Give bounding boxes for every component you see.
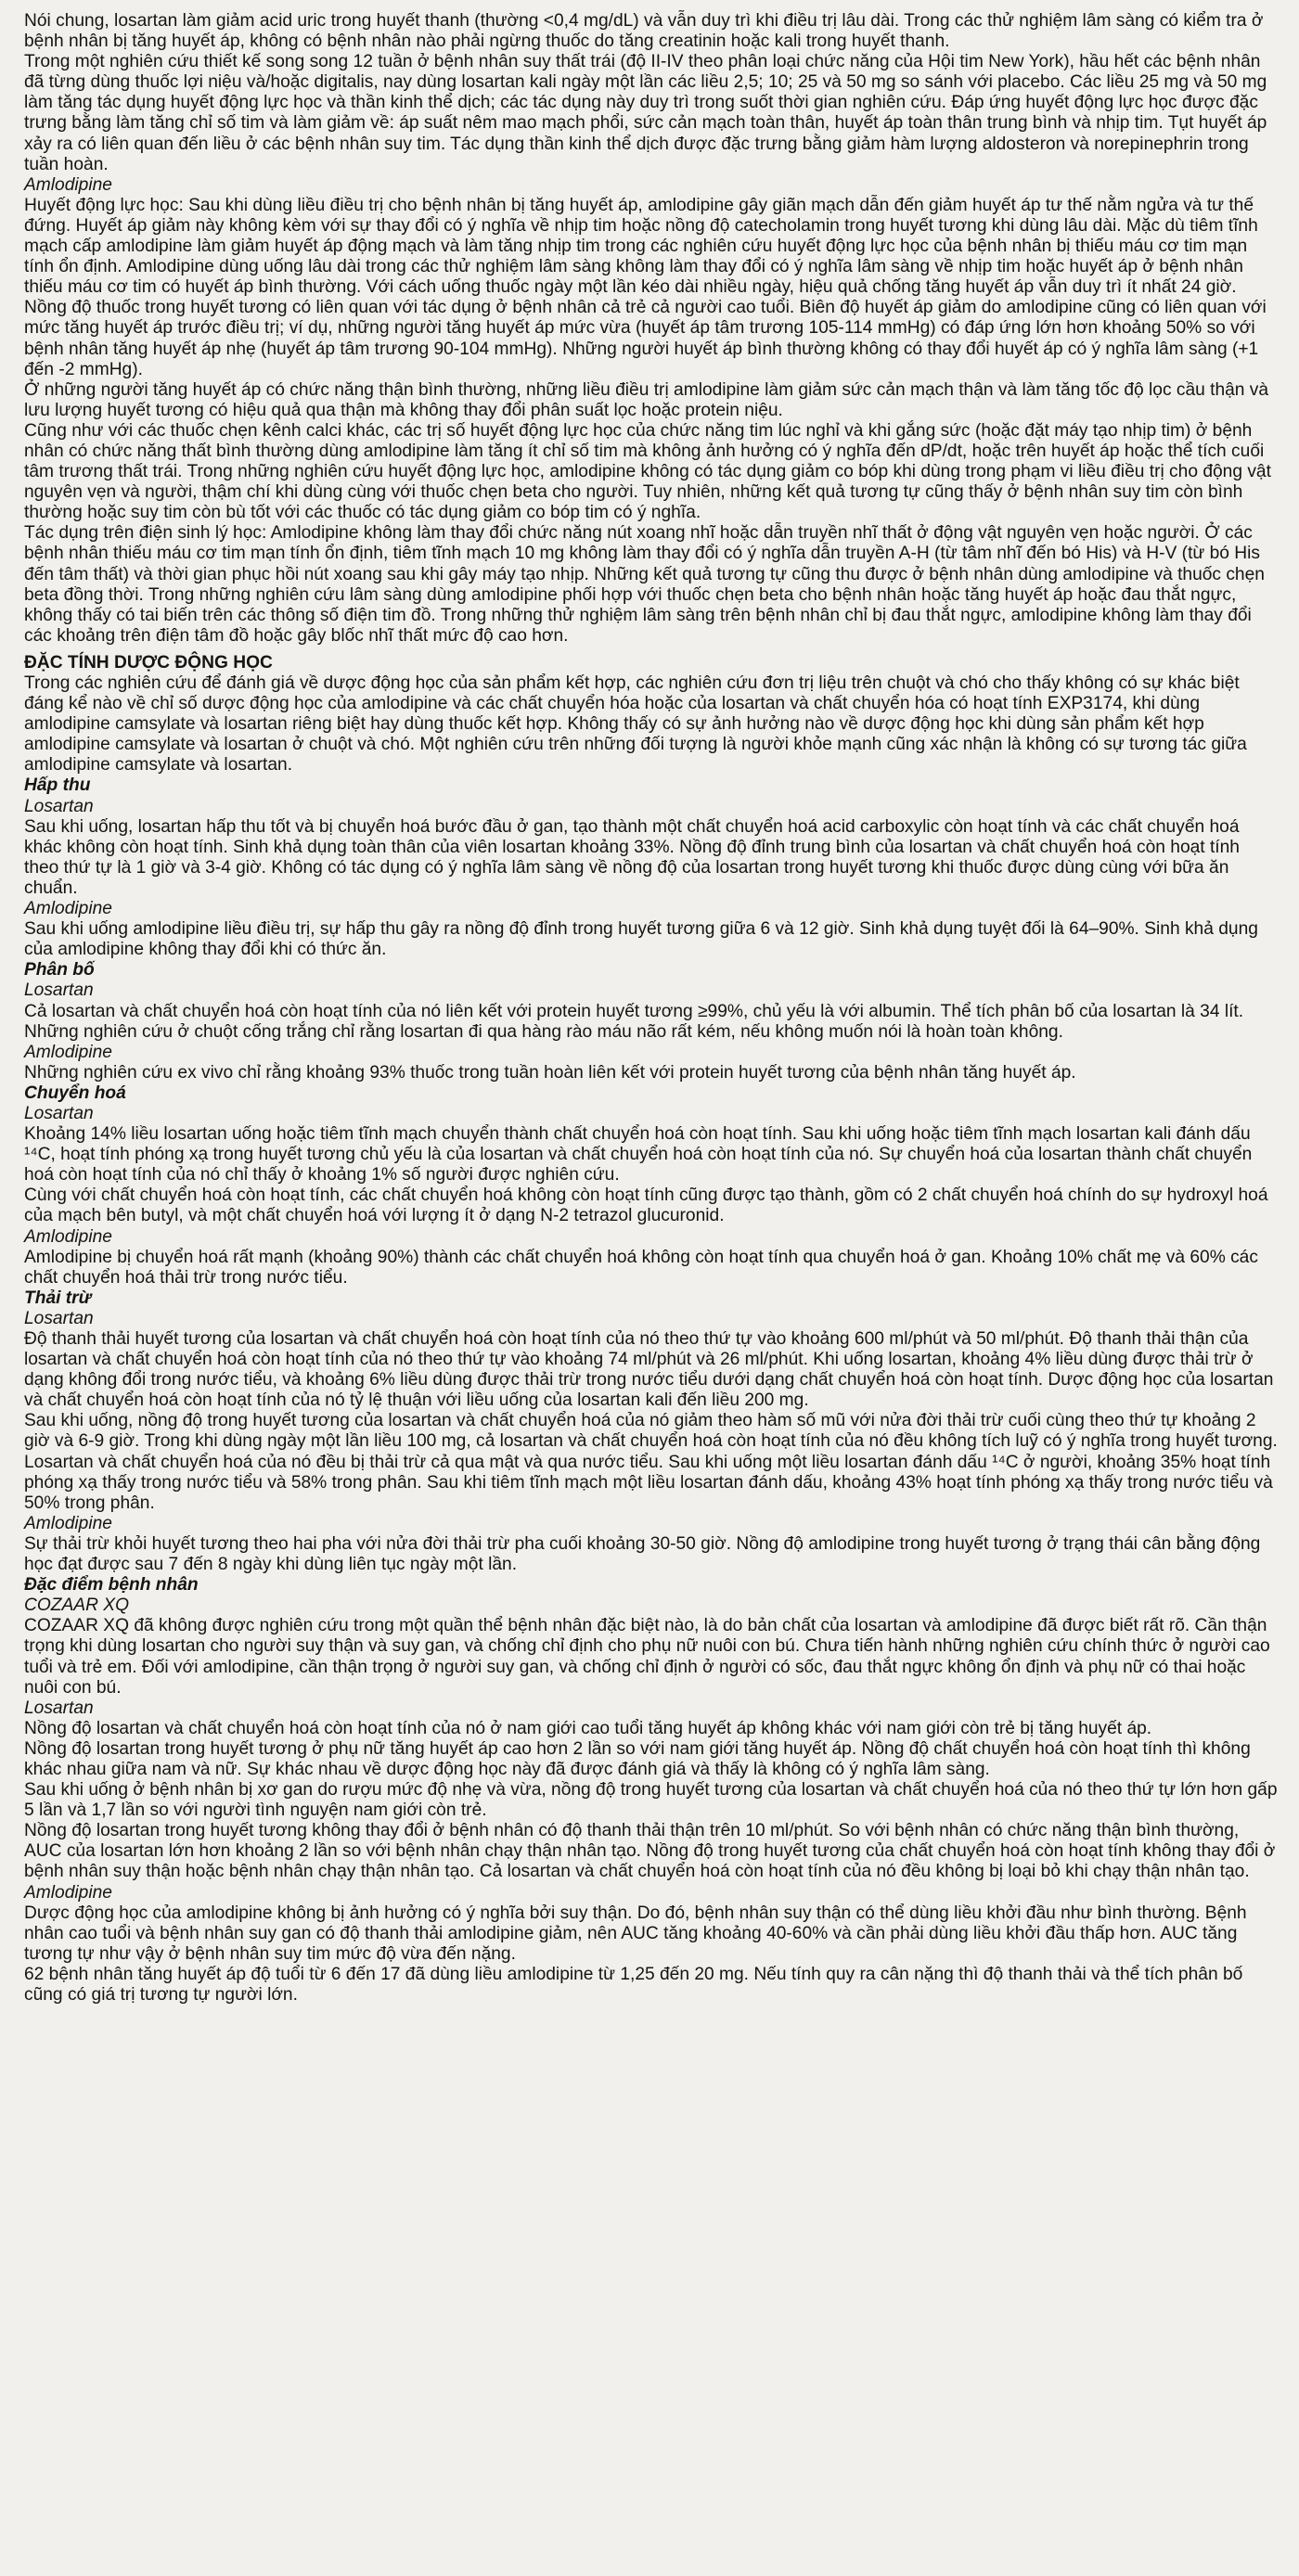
paragraph: Cả losartan và chất chuyển hoá còn hoạt tính của nó liên kết với protein huyết tương ≥99%, chủ yếu là với albumin. Thể tích phân bố của losartan là 34 lít. Những nghiên cứu ở chuột cống trắng chỉ rằng losartan đi qua hàng rào máu não rất kém, nếu không muốn nói là hoàn toàn không. <box>24 1001 1244 1042</box>
paragraph: Dược động học của amlodipine không bị ảnh hưởng có ý nghĩa bởi suy thận. Do đó, bệnh nhân suy thận có thể dùng liều khởi đầu như bình thường. Bệnh nhân cao tuổi và bệnh nhân suy gan có độ thanh thải amlodipine giảm, nên AUC tăng khoảng 40-60% và cần phải dùng liều khởi đầu thấp hơn. AUC tăng tương tự như vậy ở bệnh nhân suy tim mức độ vừa đến nặng. <box>24 1903 1247 1964</box>
paragraph: Ở những người tăng huyết áp có chức năng thận bình thường, những liều điều trị amlodipine làm giảm sức cản mạch thận và làm tăng tốc độ lọc cầu thận và lưu lượng huyết tương có hiệu quả qua thận mà không thay đổi phân suất lọc hoặc protein niệu. <box>24 379 1269 420</box>
paragraph: Sau khi uống ở bệnh nhân bị xơ gan do rượu mức độ nhẹ và vừa, nồng độ trong huyết tương của losartan và chất chuyển hoá của nó theo thứ tự lớn hơn gấp 5 lần và 1,7 lần so với người tình nguyện nam giới còn trẻ. <box>24 1780 1278 1821</box>
drug-subheading: Amlodipine <box>24 899 112 919</box>
section-subheading: Đặc điểm bệnh nhân <box>24 1575 199 1596</box>
paragraph: Huyết động lực học: Sau khi dùng liều điều trị cho bệnh nhân bị tăng huyết áp, amlodipine gây giãn mạch dẫn đến giảm huyết áp tư thế nằm ngửa và tư thế đứng. Huyết áp giảm này không kèm với sự thay đổi có ý nghĩa về nhịp tim hoặc nồng độ catecholamin trong huyết tương khi dùng lâu dài. Mặc dù tiêm tĩnh mạch cấp amlodipine làm giảm huyết áp động mạch và làm tăng nhịp tim trong các nghiên cứu huyết động lực học của bệnh nhân bị thiếu máu cơ tim mạn tính ổn định. Amlodipine dùng uống lâu dài trong các thử nghiệm lâm sàng không làm thay đổi có ý nghĩa lâm sàng về nhịp tim hoặc huyết áp ở bệnh nhân thiếu máu cơ tim có huyết áp bình thường. Với cách uống thuốc ngày một lần kéo dài nhiều ngày, hiệu quả chống tăng huyết áp vẫn duy trì ít nhất 24 giờ. Nồng độ thuốc trong huyết tương có liên quan với tác dụng ở bệnh nhân cả trẻ cả người cao tuổi. Biên độ huyết áp giảm do amlodipine cũng có liên quan với mức tăng huyết áp trước điều trị; ví dụ, những người tăng huyết áp mức vừa (huyết áp tâm trương 105-114 mmHg) có đáp ứng lớn hơn khoảng 50% so với bệnh nhân tăng huyết áp nhẹ (huyết áp tâm trương 90-104 mmHg). Những người huyết áp bình thường không có thay đổi huyết áp có ý nghĩa lâm sàng (+1 đến -2 mmHg). <box>24 195 1267 379</box>
paragraph: Cùng với chất chuyển hoá còn hoạt tính, các chất chuyển hoá không còn hoạt tính cũng được tạo thành, gồm có 2 chất chuyển hoá chính do sự hydroxyl hoá của mạch bên butyl, và một chất chuyển hoá với lượng ít ở dạng N-2 tetrazol glucuronid. <box>24 1185 1268 1226</box>
paragraph: Amlodipine bị chuyển hoá rất mạnh (khoảng 90%) thành các chất chuyển hoá không còn hoạt tính qua chuyển hoá ở gan. Khoảng 10% chất mẹ và 60% các chất chuyển hoá thải trừ trong nước tiểu. <box>24 1247 1258 1288</box>
paragraph: Trong các nghiên cứu để đánh giá về dược động học của sản phẩm kết hợp, các nghiên cứu đơn trị liệu trên chuột và chó cho thấy không có sự khác biệt đáng kể nào về chỉ số dược động học của amlodipine và các chất chuyển hóa hoặc của losartan và chất chuyển hóa có hoạt tính EXP3174, khi dùng amlodipine camsylate và losartan riêng biệt hay dùng thuốc kết hợp. Không thấy có sự ảnh hưởng nào về dược động học khi dùng sản phẩm kết hợp amlodipine camsylate và losartan ở chuột và chó. Một nghiên cứu trên những đối tượng là người khỏe mạnh cũng xác nhận là không có sự tương tác giữa amlodipine camsylate và losartan. <box>24 673 1247 775</box>
paragraph: Nồng độ losartan trong huyết tương ở phụ nữ tăng huyết áp cao hơn 2 lần so với nam giới tăng huyết áp. Nồng độ chất chuyển hoá còn hoạt tính thì không khác nhau giữa nam và nữ. Sự khác nhau về dược động học này đã được đánh giá và thấy là không có ý nghĩa lâm sàng. <box>24 1738 1251 1779</box>
paragraph: Trong một nghiên cứu thiết kế song song 12 tuần ở bệnh nhân suy thất trái (độ II-IV theo phân loại chức năng của Hội tim New York), hầu hết các bệnh nhân đã từng dùng thuốc lợi niệu và/hoặc digitalis, nay dùng losartan kali ngày một lần các liều 2,5; 10; 25 và 50 mg so sánh với placebo. Các liều 25 mg và 50 mg làm tăng tác dụng huyết động lực học và thần kinh thể dịch; các tác dụng này duy trì trong suốt thời gian nghiên cứu. Đáp ứng huyết động lực học được đặc trưng bằng làm tăng chỉ số tim và làm giảm về: áp suất nêm mao mạch phổi, sức cản mạch toàn thân, huyết áp toàn thân trung bình và nhịp tim. Tụt huyết áp xảy ra có liên quan đến liều ở các bệnh nhân suy tim. Tác dụng thần kinh thể dịch được đặc trưng bằng giảm hàm lượng aldosteron và norepinephrin trong tuần hoàn. <box>24 52 1267 174</box>
paragraph: Khoảng 14% liều losartan uống hoặc tiêm tĩnh mạch chuyển thành chất chuyển hoá còn hoạt tính. Sau khi uống hoặc tiêm tĩnh mạch losartan kali đánh dấu ¹⁴C, hoạt tính phóng xạ trong huyết tương chủ yếu là của losartan và chất chuyển hoá còn hoạt tính của nó. Sự chuyển hoá của losartan thành chất chuyển hoá còn hoạt tính của nó chỉ thấy ở khoảng 1% số người được nghiên cứu. <box>24 1124 1253 1185</box>
drug-subheading: Losartan <box>24 1103 94 1123</box>
paragraph: Sau khi uống, losartan hấp thu tốt và bị chuyển hoá bước đầu ở gan, tạo thành một chất chuyển hoá acid carboxylic còn hoạt tính và các chất chuyển hoá khác không còn hoạt tính. Sinh khả dụng toàn thân của viên losartan khoảng 33%. Nồng độ đỉnh trung bình của losartan và chất chuyển hoá còn hoạt tính theo thứ tự là 1 giờ và 3-4 giờ. Không có tác dụng có ý nghĩa lâm sàng về nồng độ của losartan trong huyết tương khi thuốc được dùng cùng với bữa ăn chuẩn. <box>24 816 1240 898</box>
drug-subheading: Amlodipine <box>24 174 112 195</box>
drug-subheading: Amlodipine <box>24 1226 112 1247</box>
drug-subheading: Amlodipine <box>24 1513 112 1533</box>
paragraph: Những nghiên cứu ex vivo chỉ rằng khoảng 93% thuốc trong tuần hoàn liên kết với protein huyết tương của bệnh nhân tăng huyết áp. <box>24 1062 1076 1083</box>
section-subheading: Hấp thu <box>24 775 91 796</box>
drug-subheading: Amlodipine <box>24 1882 112 1903</box>
section-subheading: Chuyển hoá <box>24 1083 126 1103</box>
paragraph: Nồng độ losartan trong huyết tương không thay đổi ở bệnh nhân có độ thanh thải thận trên 10 ml/phút. So với bệnh nhân có chức năng thận bình thường, AUC của losartan lớn hơn khoảng 2 lần so với bệnh nhân chạy thận nhân tạo. Nồng độ trong huyết tương của chất chuyển hoá còn hoạt tính không thay đổi ở bệnh nhân suy thận hoặc bệnh nhân chạy thận nhân tạo. Cả losartan và chất chuyển hoá còn hoạt tính của nó đều không bị loại bỏ khi chạy thận nhân tạo. <box>24 1821 1276 1882</box>
paragraph: Sau khi uống amlodipine liều điều trị, sự hấp thu gây ra nồng độ đỉnh trong huyết tương giữa 6 và 12 giờ. Sinh khả dụng tuyệt đối là 64–90%. Sinh khả dụng của amlodipine không thay đổi khi có thức ăn. <box>24 919 1258 960</box>
section-subheading: Thải trừ <box>24 1288 92 1308</box>
paragraph: Tác dụng trên điện sinh lý học: Amlodipine không làm thay đổi chức năng nút xoang nhĩ hoặc dẫn truyền nhĩ thất ở động vật nguyên vẹn hoặc người. Ở các bệnh nhân thiếu máu cơ tim mạn tính ổn định, tiêm tĩnh mạch 10 mg không làm thay đổi có ý nghĩa dẫn truyền A-H (từ tâm nhĩ đến bó His) và H-V (từ bó His đến tâm thất) và thời gian phục hồi nút xoang sau khi gây máy tạo nhịp. Những kết quả tương tự cũng thu được ở bệnh nhân dùng amlodipine và thuốc chẹn beta đồng thời. Trong những nghiên cứu lâm sàng dùng amlodipine phối hợp với thuốc chẹn beta cho bệnh nhân hoặc tăng huyết áp hoặc đau thắt ngực, không thấy có tai biến trên các thông số điện tim đồ. Trong những thử nghiệm lâm sàng trên bệnh nhân chỉ bị đau thắt ngực, amlodipine không làm thay đổi các khoảng trên điện tâm đồ hoặc gây blốc nhĩ thất mức độ cao hơn. <box>24 523 1265 646</box>
paragraph: COZAAR XQ đã không được nghiên cứu trong một quần thể bệnh nhân đặc biệt nào, là do bản chất của losartan và amlodipine đã được biết rất rõ. Cần thận trọng khi dùng losartan cho người suy thận và suy gan, và chống chỉ định cho phụ nữ nuôi con bú. Chưa tiến hành những nghiên cứu chính thức ở người cao tuổi và trẻ em. Đối với amlodipine, cần thận trọng ở người suy gan, và chống chỉ định ở người có sốc, đau thắt ngực không ổn định và phụ nữ có thai hoặc nuôi con bú. <box>24 1616 1270 1698</box>
section-subheading: Phân bố <box>24 960 95 980</box>
paragraph: Losartan và chất chuyển hoá của nó đều bị thải trừ cả qua mật và qua nước tiểu. Sau khi uống một liều losartan đánh dấu ¹⁴C ở người, khoảng 35% hoạt tính phóng xạ thấy trong nước tiểu và 58% trong phân. Sau khi tiêm tĩnh mạch một liều losartan đánh dấu, khoảng 43% hoạt tính phóng xạ thấy trong nước tiểu và 50% trong phân. <box>24 1452 1273 1513</box>
drug-subheading: Losartan <box>24 980 94 1001</box>
drug-subheading: Losartan <box>24 796 94 816</box>
paragraph: Sự thải trừ khỏi huyết tương theo hai pha với nửa đời thải trừ pha cuối khoảng 30-50 giờ. Nồng độ amlodipine trong huyết tương ở trạng thái cân bằng động học đạt được sau 7 đến 8 ngày khi dùng liên tục ngày một lần. <box>24 1533 1261 1575</box>
paragraph: Cũng như với các thuốc chẹn kênh calci khác, các trị số huyết động lực học của chức năng tim lúc nghỉ và khi gắng sức (hoặc đặt máy tạo nhịp tim) ở bệnh nhân có chức năng thất bình thường dùng amlodipine làm tăng ít chỉ số tim mà không ảnh hưởng có ý nghĩa đến dP/dt, hoặc trên huyết áp hoặc thể tích cuối tâm trương thất trái. Trong những nghiên cứu huyết động lực học, amlodipine không có tác dụng giảm co bóp khi dùng trong phạm vi liều điều trị cho động vật nguyên vẹn và người, thậm chí khi dùng cùng với thuốc chẹn beta cho người. Tuy nhiên, những kết quả tương tự cũng thấy ở bệnh nhân suy tim còn bình thường hoặc suy tim còn bù tốt với các thuốc có tác dụng giảm co bóp tim có ý nghĩa. <box>24 420 1271 523</box>
paragraph: 62 bệnh nhân tăng huyết áp độ tuổi từ 6 đến 17 đã dùng liều amlodipine từ 1,25 đến 20 mg. Nếu tính quy ra cân nặng thì độ thanh thải và thể tích phân bố cũng có giá trị tương tự người lớn. <box>24 1964 1243 2005</box>
drug-subheading: Losartan <box>24 1698 94 1718</box>
drug-subheading: Amlodipine <box>24 1042 112 1062</box>
paragraph: Nói chung, losartan làm giảm acid uric trong huyết thanh (thường <0,4 mg/dL) và vẫn duy trì khi điều trị lâu dài. Trong các thử nghiệm lâm sàng có kiểm tra ở bệnh nhân bị tăng huyết áp, không có bệnh nhân nào phải ngừng thuốc do tăng creatinin hoặc kali trong huyết thanh. <box>24 11 1264 52</box>
paragraph: Nồng độ losartan và chất chuyển hoá còn hoạt tính của nó ở nam giới cao tuổi tăng huyết áp không khác với nam giới còn trẻ bị tăng huyết áp. <box>24 1718 1152 1738</box>
paragraph: Sau khi uống, nồng độ trong huyết tương của losartan và chất chuyển hoá của nó giảm theo hàm số mũ với nửa đời thải trừ cuối cùng theo thứ tự khoảng 2 giờ và 6-9 giờ. Trong khi dùng ngày một lần liều 100 mg, cả losartan và chất chuyển hoá còn hoạt tính của nó đều không tích luỹ có ý nghĩa trong huyết tương. <box>24 1411 1278 1452</box>
paragraph: Độ thanh thải huyết tương của losartan và chất chuyển hoá còn hoạt tính của nó theo thứ tự vào khoảng 600 ml/phút và 50 ml/phút. Độ thanh thải thận của losartan và chất chuyển hoá còn hoạt tính của nó theo thứ tự vào khoảng 74 ml/phút và 26 ml/phút. Khi uống losartan, khoảng 4% liều dùng được thải trừ ở dạng không đổi trong nước tiểu, và khoảng 6% liều dùng được thải trừ trong nước tiểu dưới dạng chất chuyển hoá còn hoạt tính. Dược động học của losartan và chất chuyển hoá còn hoạt tính của nó tỷ lệ thuận với liều uống của losartan kali đến liều 200 mg. <box>24 1329 1274 1411</box>
section-heading: ĐẶC TÍNH DƯỢC ĐỘNG HỌC <box>24 652 273 673</box>
drug-subheading: COZAAR XQ <box>24 1596 130 1616</box>
drug-subheading: Losartan <box>24 1308 94 1328</box>
